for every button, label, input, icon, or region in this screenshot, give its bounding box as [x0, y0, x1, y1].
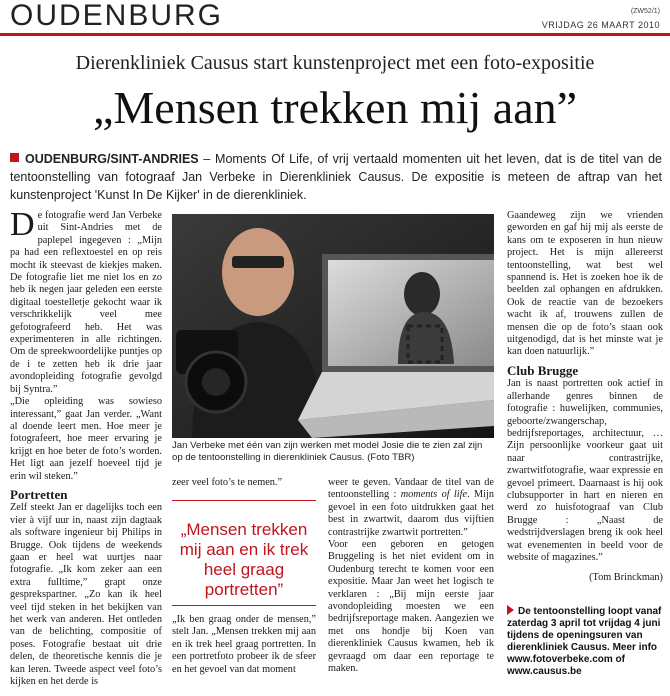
column-1 [10, 206, 162, 688]
col3-paragraph-1 [328, 477, 494, 539]
article-headline: „Mensen trekken mij aan” [92, 82, 578, 133]
quote-bottom-rule [172, 605, 316, 606]
subheading-club-brugge: Club Brugge [507, 362, 579, 378]
column-2-continued [172, 614, 316, 676]
column-2 [172, 477, 316, 489]
article-lead [10, 150, 662, 204]
col1-paragraph-3: Zelf steekt Jan er dagelijks toch een vier à vijf uur in, naast zijn dagtaak als software ingenieur bij Philips in Brugge. Ook tijdens de weekends gaan er heel wat uurtjes naar fotografie. „Ik kom zeker aan een extra fulltime,” grapt onze gesprekspartner. „Zo kan ik heel veel tijd steken in het bekijken van het werk van anderen. Het ontleden van de belichting, compositie of poses. Fotografie bestaat uit drie delen, de theoretische kennis die je kan leren. Tweede aspect veel foto’s kijken en het derde is [10, 502, 162, 688]
lead-location: OUDENBURG/SINT-ANDRIES [25, 152, 199, 166]
arrow-right-icon [507, 605, 514, 615]
subheading-portretten: Portretten [10, 486, 68, 502]
col3-text-b: . Mijn gevoel in een foto uitdrukken gaat het best in zwartwit, daarom dus vijftien contrastrijke zwartwit portretten.” [328, 489, 494, 538]
lead-text: – Moments Of Life, of vrij vertaald momenten uit het leven, dat is de titel van de tentoonstelling van fotograaf Jan Verbeke in Dierenkliniek Causus. De expositie is meteen de aftrap van het kunstenproject 'Kunst In De Kijker' in de dierenkliniek. [10, 152, 662, 202]
section-title: OUDENBURG [10, 0, 224, 32]
col3-paragraph-2: Voor een geboren en getogen Bruggeling is het niet evident om in Oudenburg terecht te komen voor een expositie. Maar Jan weet het logisch te verklaren : „Bij mijn eerste jaar avondopleiding moesten we een bedrijfsreportage maken. Aangezien we met ons hondje bij Koen van dierenkliniek Causus kwamen, heb ik gevraagd om daar een reportage te maken. [328, 539, 494, 675]
col2-paragraph-1: „Ik ben graag onder de mensen,” stelt Jan. „Mensen trekken mij aan en ik trek heel graag portretten. In een portretfoto probeer ik de sfeer en het gevoel van dat moment [172, 614, 316, 675]
col3-exhibition-title: moments of life [400, 489, 468, 501]
author-credit: (Tom Brinckman) [589, 572, 663, 584]
exhibition-info-box [507, 605, 663, 678]
quote-top-rule [172, 500, 316, 501]
header-rule [0, 33, 670, 36]
col3-text-a: weer te geven. Vandaar de titel van de tentoonstelling : [328, 477, 494, 501]
article-photo [172, 214, 494, 438]
col4-paragraph-2: Jan is naast portretten ook actief in allerhande genres binnen de fotografie : huwelijken, communies, geboorte/zwangerschap, bedrijfsreportages, architectuur, … Zijn persoonlijke voorkeur gaat uit naar contrastrijke, zwartwitfotografie, waar expressie en gevoel primeert. Daarnaast is hij ook clubsupporter in hart en nieren en werd zo huisfotograaf van Club Brugge : „Naast de wedstrijdverslagen breng ik ook heel wat evenementen in beeld voor de website of magazines.” [507, 378, 663, 563]
dropcap: D [10, 206, 35, 243]
col4-paragraph-1: Gaandeweg zijn we vrienden geworden en gaf hij mij als eerste de kans om te exposeren in hun nieuw project. Het is mijn allereerst tentoonstelling, wat best wel spannend is. Het is zoeken hoe ik de beelden zal ophangen en afdrukken. Ook de reactie van de bezoekers wacht ik af, trouwens zullen de mensen die op de foto’s staan ook uitgenodigd, dat is het minste wat je kan doen natuurlijk.” [507, 210, 663, 358]
publication-date: VRIJDAG 26 MAART 2010 [541, 20, 660, 30]
article-subhead: Dierenkliniek Causus start kunstenproject met een foto-expositie [75, 52, 595, 74]
photo-illustration [172, 214, 494, 438]
photo-caption: Jan Verbeke met één van zijn werken met model Josie die te zien zal zijn op de tentoonstelling in dierenkliniek Causus. (Foto TBR) [172, 440, 483, 463]
col1-paragraph-2: „Die opleiding was sowieso interessant,” gaat Jan verder. „Want al doende leert men. Hoe meer je fotografeert, hoe meer ervaring je krijgt en hoe beter de foto’s worden. Het ligt aan jezelf hoeveel tijd je erin wil steken.” [10, 396, 162, 482]
column-3 [328, 477, 494, 676]
exhibition-info-text: De tentoonstelling loopt vanaf zaterdag 3 april tot vrijdag 4 juni tijdens de openingsuren van dierenkliniek Causus. Meer info www.fotoverbeke.com of www.causus.be [507, 606, 662, 677]
edition-code: (ZW52/1) [630, 8, 660, 15]
pull-quote: „Mensen trekken mij aan en ik trek heel graag portretten” [179, 520, 309, 599]
col1-paragraph-1: e fotografie werd Jan Verbeke uit Sint-Andries met de paplepel ingegeven : „Mijn pa had een reflextoestel en op reis mocht ik steevast de kiekjes maken. De fotografie liet me niet los en zo heb ik negen jaar geleden een eerste digitaal toestelletje gekocht waar ik verschrikkelijk veel mee gefotografeerd heb. Het was experimenteren in alle richtingen. Om de spreekwoordelijke puntjes op de i te zetten heb ik drie jaar avondopleiding fotografie gevolgd bij Syntra.” [10, 210, 162, 395]
column-4 [507, 210, 663, 585]
lead-marker-icon [10, 153, 19, 162]
col2-top-text: zeer veel foto’s te nemen.” [172, 477, 283, 488]
